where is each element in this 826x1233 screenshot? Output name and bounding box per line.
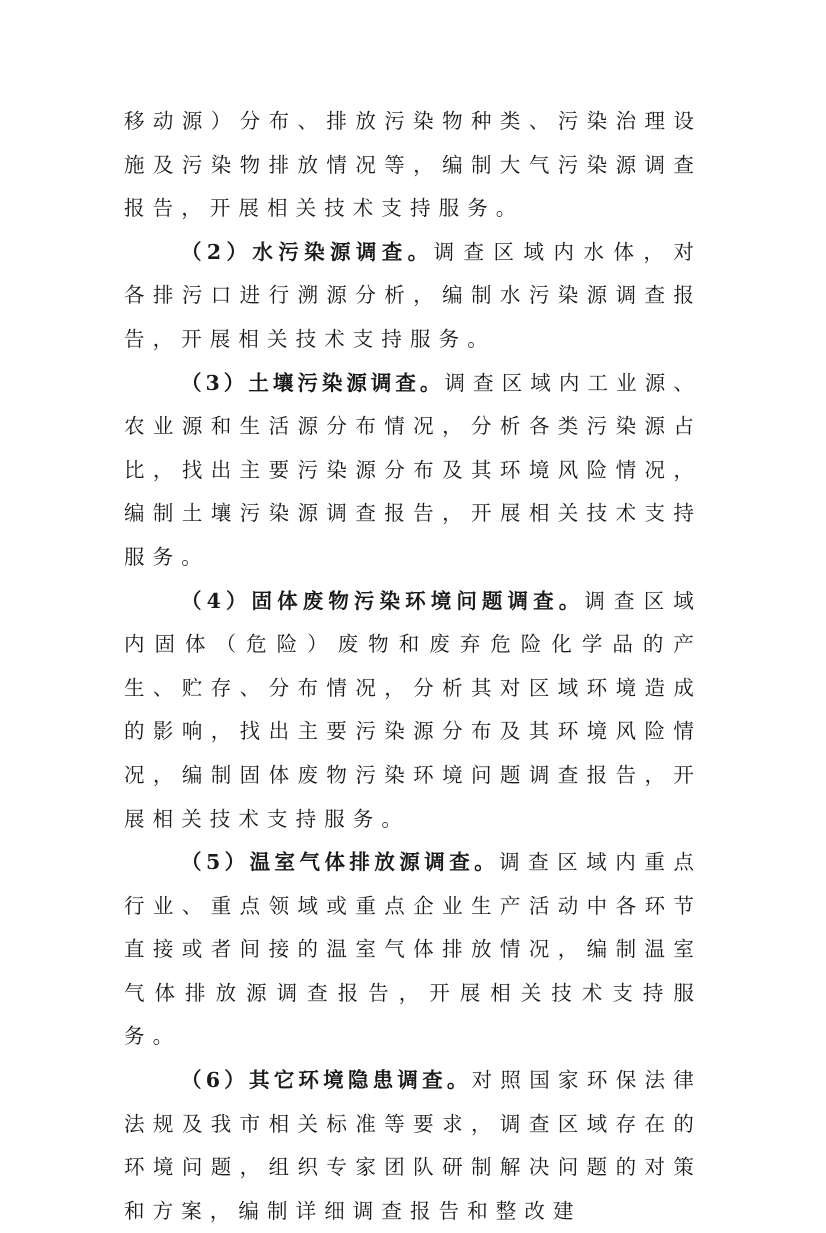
paragraph-body: 调查区域内重点行业、重点领域或重点企业生产活动中各环节直接或者间接的温室气体排放情况，编制温室气体排放源调查报告，开展相关技术支持服务。 bbox=[124, 850, 703, 1049]
paragraph-air-pollution-continued bbox=[124, 100, 702, 231]
paragraph-heading: （5）温室气体排放源调查。 bbox=[181, 850, 500, 875]
paragraph-body: 对照国家环保法律法规及我市相关标准等要求，调查区域存在的环境问题，组织专家团队研制解决问题的对策和方案，编制详细调查报告和整改建 bbox=[124, 1068, 702, 1223]
paragraph-greenhouse-gas bbox=[124, 841, 702, 1059]
paragraph-body: 调查区域内工业源、农业源和生活源分布情况，分析各类污染源占比，找出主要污染源分布及其环境风险情况，编制土壤污染源调查报告，开展相关技术支持服务。 bbox=[124, 370, 702, 569]
paragraph-soil-pollution bbox=[124, 362, 702, 580]
paragraph-body: 移动源）分布、排放污染物种类、污染治理设施及污染物排放情况等，编制大气污染源调查报告，开展相关技术支持服务。 bbox=[124, 109, 702, 221]
paragraph-heading: （2）水污染源调查。 bbox=[181, 239, 434, 264]
paragraph-heading: （3）土壤污染源调查。 bbox=[181, 370, 445, 395]
paragraph-heading: （6）其它环境隐患调查。 bbox=[181, 1068, 472, 1093]
paragraph-body: 调查区域内固体（危险）废物和废弃危险化学品的产生、贮存、分布情况，分析其对区域环境造成的影响，找出主要污染源分布及其环境风险情况，编制固体废物污染环境问题调查报告，开展相关技术支持服务。 bbox=[124, 588, 703, 831]
paragraph-body: 调查区域内水体，对各排污口进行溯源分析，编制水污染源调查报告，开展相关技术支持服务。 bbox=[124, 239, 702, 351]
paragraph-solid-waste bbox=[124, 580, 702, 842]
paragraph-water-pollution bbox=[124, 231, 702, 362]
paragraph-other-hazards bbox=[124, 1059, 702, 1233]
document-page bbox=[124, 100, 702, 1233]
paragraph-heading: （4）固体废物污染环境问题调查。 bbox=[181, 588, 585, 613]
